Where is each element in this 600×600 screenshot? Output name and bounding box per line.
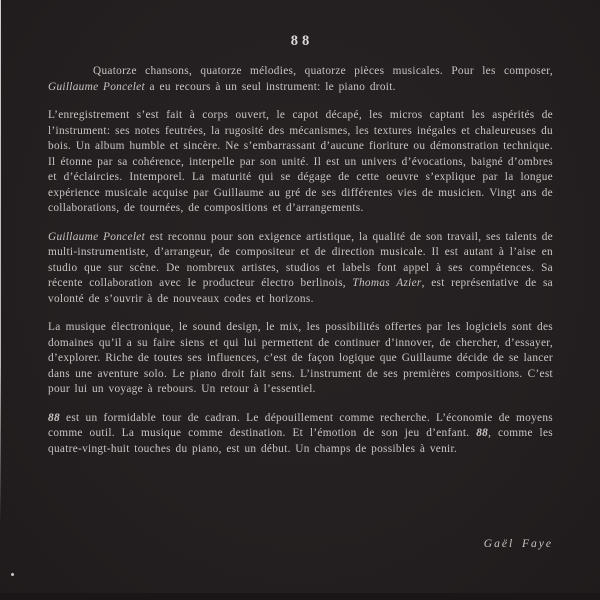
text-run: La musique électronique, le sound design, le mix, les possibilités offertes par les logiciels sont des domaines qu’il a su faire siens et qui lui permettent de continuer d’innover, de chercher, d’essayer, d’explorer. Riche de toutes ses influences, c’est de façon logique que Guillaume décide de se lancer dans une aventure solo. Le piano droit fait sens. L’instrument de ses premières compositions. C’est pour lui un voyage à rebours. Un retour à l’essentiel. <box>48 321 553 395</box>
text-run: a eu recours à un seul instrument: le piano droit. <box>144 80 396 93</box>
text-run: est reconnu pour son exigence artistique, la qualité de son travail, ses talents de multi-instrumentiste, d’arrangeur, de compositeur et de direction musicale. Il est autant à l’aise en studio que sur scène. De nombreux artistes, studios et labels font appel à ses compétences. Sa récente collaboration avec le producteur électro berlinois, <box>48 230 553 289</box>
paragraph <box>48 230 553 308</box>
text-run: , est représentative de sa volonté de s’ouvrir à de nouveaux codes et horizons. <box>48 277 553 305</box>
emphasized-text-run: Guillaume Poncelet <box>48 230 146 243</box>
paragraph <box>48 320 553 398</box>
scan-edge-artifact <box>0 0 1 522</box>
emphasized-text-run: 88 <box>476 427 489 439</box>
scan-speck <box>11 573 14 576</box>
emphasized-text-run: Thomas Azier <box>352 277 422 289</box>
page-bottom-shadow <box>0 593 600 600</box>
page-title: 88 <box>290 33 314 49</box>
text-run: Quatorze chansons, quatorze mélodies, quatorze pièces musicales. Pour les composer, <box>93 65 553 77</box>
text-run: , comme les quatre-vingt-huit touches du piano, est un début. Un champs de possibles à venir. <box>48 427 553 455</box>
paragraph <box>48 108 553 217</box>
liner-notes <box>48 64 553 470</box>
text-run: est un formidable tour de cadran. Le dépouillement comme recherche. L’économie de moyens comme outil. La musique comme destination. Et l’émotion de son jeu d’enfant. <box>48 411 553 439</box>
paragraph <box>48 411 553 458</box>
text-run: L’enregistrement s’est fait à corps ouvert, le capot décapé, les micros captant les aspérités de l’instrument: ses notes feutrées, la rugosité des mécanismes, les textures inégales et chaleureuses du bois. Un album humble et sincère. Ne s’embarrassant d’aucune fioriture ou démonstration technique. Il étonne par sa cohérence, interpelle par son unité. Il est un univers d’évocations, baigné d’ombres et d’éclaircies. Intemporel. La maturité qui se dégage de cette oeuvre s’explique par la longue expérience musicale acquise par Guillaume au gré de ses différentes vies de musicien. Vingt ans de collaborations, de tournées, de compositions et d’arrangements. <box>48 109 553 214</box>
author-signature: Gaël Faye <box>483 538 553 550</box>
emphasized-text-run: Guillaume Poncelet <box>48 80 145 93</box>
emphasized-text-run: 88 <box>48 411 60 424</box>
paragraph <box>48 64 553 95</box>
